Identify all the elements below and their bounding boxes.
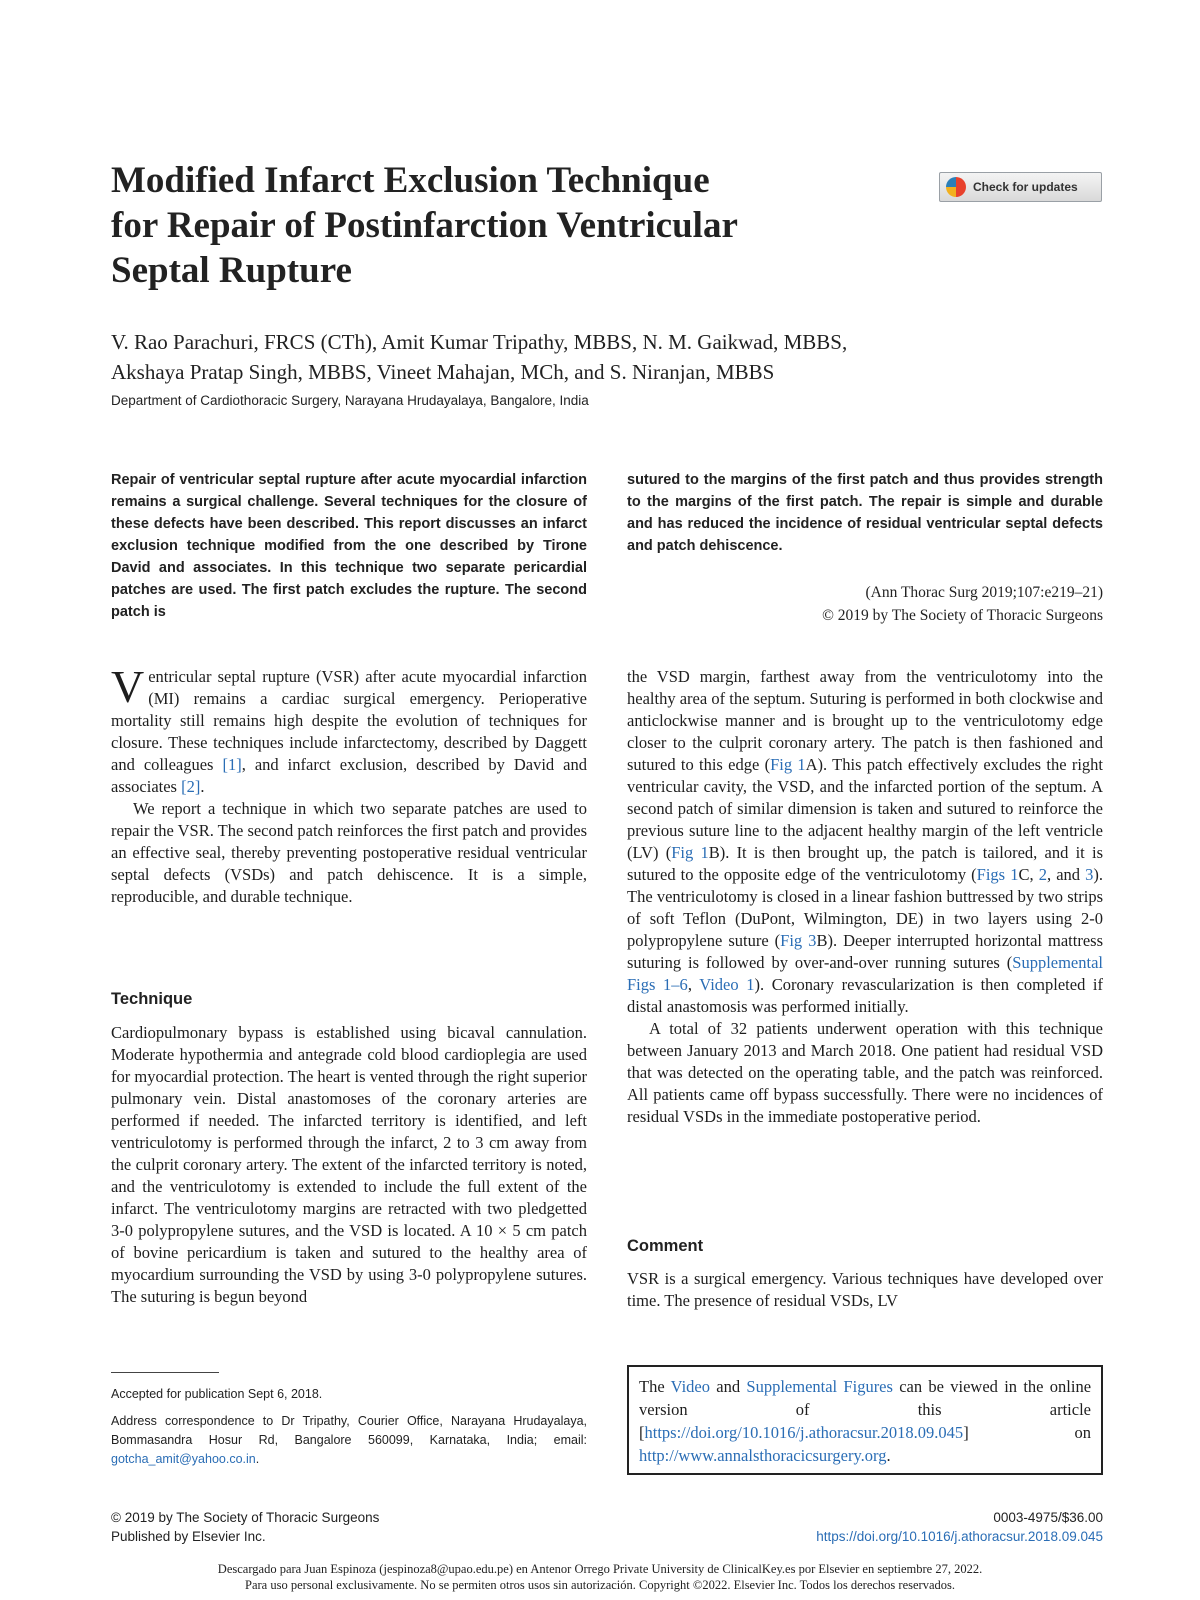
results-paragraph: A total of 32 patients underwent operation with this technique between January 2013 and March 2018. One patient had residual VSD that was detected on the operating table, and the patch was reinforced. All patients came off bypass successfully. There were no incidences of residual VSDs in the immediate postoperative period. bbox=[627, 1019, 1103, 1126]
intro-section bbox=[111, 661, 587, 908]
title-line: for Repair of Postinfarction Ventricular bbox=[111, 205, 738, 246]
online-content-box: The Video and Supplemental Figures can be viewed in the online version of this article [https://doi.org/10.1016/j.athoracsur.2018.09.045] on http://www.annalsthoracicsurgery.org. bbox=[627, 1365, 1103, 1475]
author-line: Akshaya Pratap Singh, MBBS, Vineet Mahajan, MCh, and S. Niranjan, MBBS bbox=[111, 360, 775, 384]
video-link[interactable]: Video 1 bbox=[699, 975, 755, 994]
fig-link[interactable]: Figs 1 bbox=[976, 865, 1019, 884]
check-for-updates-button[interactable] bbox=[939, 172, 1102, 202]
supplemental-figs-link[interactable]: Supplemental Figs 1–6 bbox=[627, 953, 1103, 994]
title-line: Septal Rupture bbox=[111, 250, 352, 291]
ref-link-1[interactable]: [1] bbox=[222, 755, 242, 774]
doi-link[interactable]: https://doi.org/10.1016/j.athoracsur.2018.09.045 bbox=[644, 1423, 964, 1442]
footer-copyright: © 2019 by The Society of Thoracic Surgeons bbox=[111, 1510, 380, 1525]
accepted-date: Accepted for publication Sept 6, 2018. bbox=[111, 1387, 323, 1401]
intro-paragraph-2: We report a technique in which two separate patches are used to repair the VSR. The second patch reinforces the first patch and provides an effective seal, thereby preventing postoperative residual ventricular septal defects (VSDs) and patch dehiscence. It is a simple, reproducible, and durable technique. bbox=[111, 799, 587, 906]
technique-paragraph: Cardiopulmonary bypass is established using bicaval cannulation. Moderate hypothermia and antegrade cold blood cardioplegia are used for myocardial protection. The heart is vented through the right superior pulmonary vein. Distal anastomoses of the coronary arteries are performed if needed. The infarcted territory is identified, and left ventriculotomy is performed through the infarct, 2 to 3 cm away from the culprit coronary artery. The extent of the infarcted territory is noted, and the ventriculotomy is extended to include the full extent of the infarct. The ventriculotomy margins are retracted with two pledgetted 3-0 polypropylene sutures, and the VSD is located. A 10 × 5 cm patch of bovine pericardium is taken and sutured to the healthy area of myocardium surrounding the VSD by using 3-0 polypropylene sutures. The suturing is begun beyond bbox=[111, 1023, 587, 1306]
video-link[interactable]: Video bbox=[670, 1377, 710, 1396]
technique-continued bbox=[627, 666, 1103, 1128]
correspondence-address: Address correspondence to Dr Tripathy, Courier Office, Narayana Hrudayalaya, Bommasandra Hosur Rd, Bangalore 560099, Karnataka, India; email: gotcha_amit@yahoo.co.in. bbox=[111, 1414, 587, 1466]
author-line: V. Rao Parachuri, FRCS (CTh), Amit Kumar Tripathy, MBBS, N. M. Gaikwad, MBBS, bbox=[111, 330, 848, 354]
fig-link[interactable]: Fig 1 bbox=[770, 755, 806, 774]
footer-left bbox=[111, 1508, 379, 1546]
fig-link[interactable]: 2 bbox=[1038, 865, 1047, 884]
fig-link[interactable]: 3 bbox=[1085, 865, 1094, 884]
drop-cap: V bbox=[111, 661, 145, 712]
email-link[interactable]: gotcha_amit@yahoo.co.in bbox=[111, 1452, 256, 1466]
footnote-divider bbox=[111, 1372, 219, 1373]
comment-heading: Comment bbox=[627, 1237, 704, 1255]
affiliation: Department of Cardiothoracic Surgery, Narayana Hrudayalaya, Bangalore, India bbox=[111, 393, 589, 408]
download-notice: Descargado para Juan Espinoza (jespinoza8@upao.edu.pe) en Antenor Orrego Private University de ClinicalKey.es por Elsevier en septiembre 27, 2022. Para uso personal exclusivamente. No se permiten otros usos sin autorización. Copyright ©2022. Elsevier Inc. Todos los derechos reservados. bbox=[217, 1562, 983, 1592]
footer-issn: 0003-4975/$36.00 bbox=[993, 1510, 1103, 1525]
title-line: Modified Infarct Exclusion Technique bbox=[111, 160, 710, 201]
fig-link[interactable]: Fig 1 bbox=[671, 843, 709, 862]
crossmark-icon bbox=[946, 177, 966, 197]
journal-site-link[interactable]: http://www.annalsthoracicsurgery.org bbox=[639, 1446, 887, 1465]
journal-citation: (Ann Thorac Surg 2019;107:e219–21) bbox=[865, 584, 1103, 601]
footer-right bbox=[700, 1508, 1103, 1546]
fig-link[interactable]: Fig 3 bbox=[780, 931, 817, 950]
abstract-right: sutured to the margins of the first patch and thus provides strength to the margins of the first patch. The repair is simple and durable and has reduced the incidence of residual ventricular septal defects and patch dehiscence. bbox=[627, 472, 1103, 554]
author-list bbox=[111, 327, 1101, 387]
footer-doi-link[interactable]: https://doi.org/10.1016/j.athoracsur.2018.09.045 bbox=[816, 1529, 1103, 1544]
footnotes bbox=[111, 1385, 587, 1477]
abstract-copyright: © 2019 by The Society of Thoracic Surgeons bbox=[822, 607, 1103, 624]
comment-paragraph: VSR is a surgical emergency. Various techniques have developed over time. The presence of residual VSDs, LV bbox=[627, 1269, 1103, 1310]
check-for-updates-label: Check for updates bbox=[973, 180, 1078, 194]
technique-paragraph-2: the VSD margin, farthest away from the ventriculotomy into the healthy area of the septum. Suturing is performed in both clockwise and anticlockwise manner and is brought up to the ventriculotomy edge closer to the culprit coronary artery. The patch is then fashioned and sutured to this edge (Fig 1A). This patch effectively excludes the right ventricular cavity, the VSD, and the infarcted portion of the septum. A second patch of similar dimension is taken and sutured to reinforce the previous suture line to the adjacent healthy margin of the left ventricle (LV) (Fig 1B). It is then brought up, the patch is tailored, and it is sutured to the opposite edge of the ventriculotomy (Figs 1C, 2, and 3). The ventriculotomy is closed in a linear fashion buttressed by two strips of soft Teflon (DuPont, Wilmington, DE) in two layers using 2-0 polypropylene suture (Fig 3B). Deeper interrupted horizontal mattress suturing is followed by over-and-over running sutures (Supplemental Figs 1–6, Video 1). Coronary revascularization is then completed if distal anastomosis was performed initially. bbox=[627, 667, 1104, 1016]
ref-link-2[interactable]: [2] bbox=[181, 777, 201, 796]
footer-publisher: Published by Elsevier Inc. bbox=[111, 1529, 266, 1544]
intro-paragraph-1: Ventricular septal rupture (VSR) after acute myocardial infarction (MI) remains a cardiac surgical emergency. Perioperative mortality still remains high despite the evolution of techniques for closure. These techniques include infarctectomy, described by Daggett and colleagues [1], and infarct exclusion, described by David and associates [2]. bbox=[111, 661, 587, 796]
technique-heading: Technique bbox=[111, 990, 193, 1008]
citation-block bbox=[627, 581, 1103, 627]
supplemental-figures-link[interactable]: Supplemental Figures bbox=[746, 1377, 893, 1396]
abstract-left: Repair of ventricular septal rupture after acute myocardial infarction remains a surgical challenge. Several techniques for the closure of these defects have been described. This report discusses an infarct exclusion technique modified from the one described by Tirone David and associates. In this technique two separate pericardial patches are used. The first patch excludes the rupture. The second patch is bbox=[111, 472, 587, 620]
article-title bbox=[111, 158, 891, 293]
